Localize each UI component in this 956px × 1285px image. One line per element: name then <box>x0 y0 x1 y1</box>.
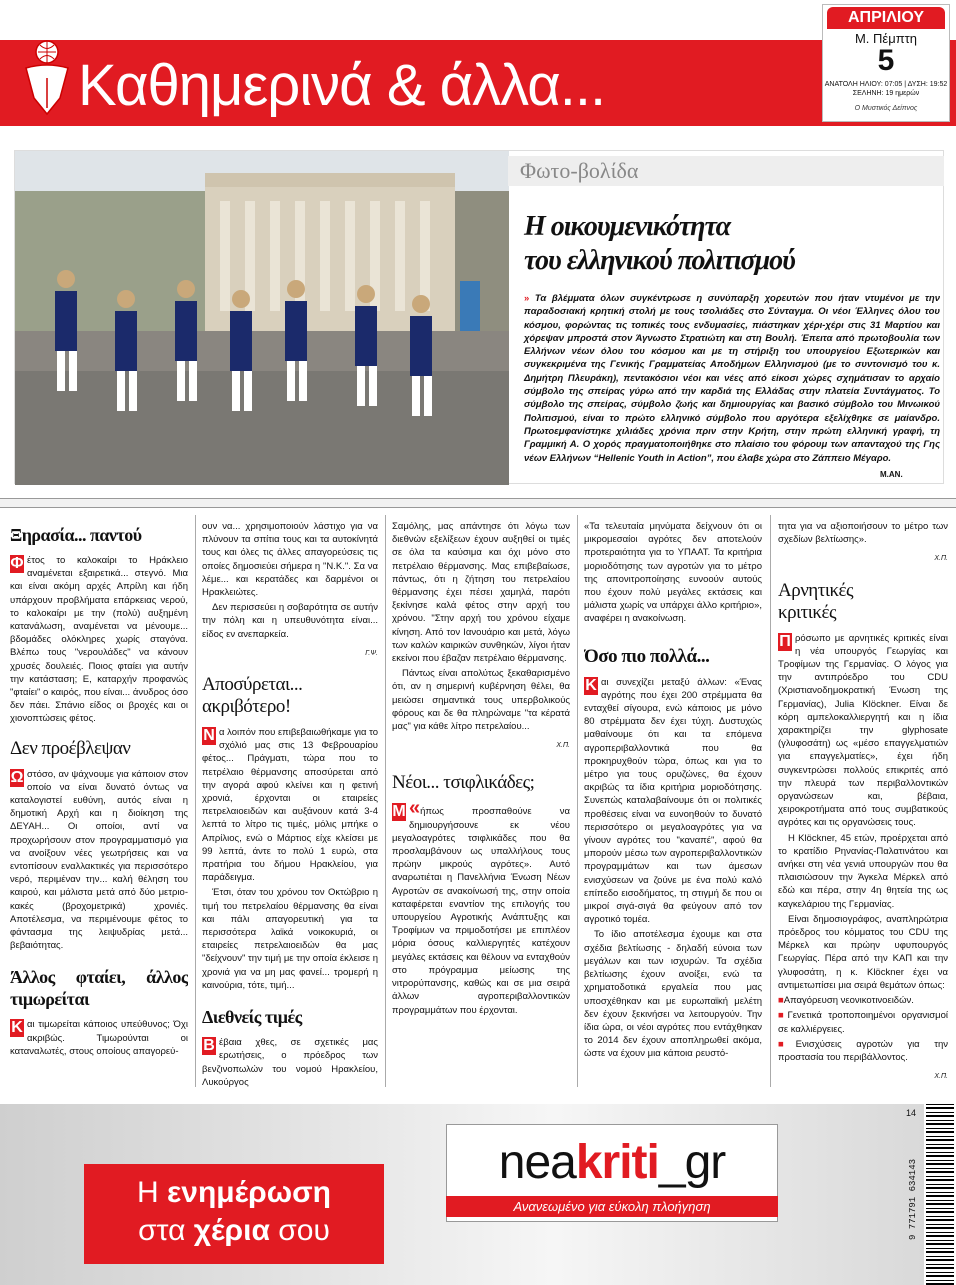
date-weekday: Μ. Πέμπτη <box>854 31 918 46</box>
article-paragraph: «Τα τελευταία μηνύματα δείχνουν ότι οι μικρομεσαίοι αγρότες δεν αποτελούν προτεραιότητα για το ΥΠΑΑΤ. Τα κριτήρια μοριοδότησης των αγροτών για το μέτρο της απονιτροποίησης ευνοούν αυτούς που έχουν πολύ μεγάλες εκτάσεις και μάλιστα χωρίς να υπάρχει άλλο κριτήριο», αναφέρει η ανακοίνωση. <box>584 521 762 625</box>
article-paragraph: ουν να... χρησιμοποιούν λάστιχο για να πλύνουν τα σπίτια τους και τα αυτοκίνητά τους και όλες τις άλλες απαγορεύσεις τις οποίες δημοσιεύει σήμερα η "Ν.Κ.". Σα να λέμε... και κερατάδες και δαρμένοι οι Ηρακλειώτες. <box>202 521 378 599</box>
column-divider <box>770 515 771 1087</box>
column-divider <box>385 515 386 1087</box>
article-heading: Ξηρασία... παντού <box>10 525 142 545</box>
saint-of-day: Ο Μυστικός Δείπνος <box>854 105 918 112</box>
bullet-item: ■Γενετικά τροποποιημένοι οργανισμοί σε καλλιέργειες. <box>778 1010 948 1035</box>
feature-headline-line2: του ελληνικού πολιτισμού <box>524 245 795 276</box>
ad-tagline-box <box>446 1190 778 1217</box>
drop-cap: Π <box>779 632 791 650</box>
article-paragraph: Β έβαια χθες, σε σχετικές μας ερωτήσεις, ο πρόεδρος των βενζινοπωλών του νομού Ηρακλείου, Λυκούργος <box>202 1037 378 1088</box>
moon-phase: ΣΕΛΗΝΗ: 19 ημερών <box>852 90 920 97</box>
barcode-number: 9 771791 634143 <box>908 1158 918 1240</box>
drop-cap: Β <box>203 1037 215 1055</box>
neakriti-advertisement[interactable] <box>0 1104 924 1285</box>
feature-body <box>524 292 940 465</box>
section-divider <box>0 498 956 508</box>
article-paragraph: Ν α λοιπόν που επιβεβαιωθήκαμε για το σχόλιό μας στις 13 Φεβρουαρίου φέτος... Πράγματι, τώρα που το πετρέλαιο θέρμανσης αποσύρεται από την αγορά αφού κλείνει και η φετινή χρονιά, έρχονται οι εταιρείες πετρελαιοειδών και αυξάνουν κατά 3-4 λεπτά το λίτρο τις τιμές, μόλις μπήκε ο Απρίλιος, ενώ ο Μάρτιος είχε κλείσει με 99 λεπτά, άντε το πολύ 1 ευρώ, στα πρατήρια του δήμου Ηρακλείου, για παράδειγμα. <box>202 727 378 884</box>
square-bullet-icon: ■ <box>778 1038 796 1050</box>
feature-signature: Μ.ΑΝ. <box>880 470 903 479</box>
header-top-strip <box>0 0 956 40</box>
article-paragraph: Η Klöckner, 45 ετών, προέρχεται από το κρατίδιο Ρηνανίας-Παλατινάτου και ανήκει στη νέα γενιά υπουργών που θα πλαισιώσουν την Άγκελα Μέρκελ από εδώ και πέρα, στην 4η θητεία της ως καγκελάριου της Γερμανίας. <box>778 832 948 910</box>
column-divider <box>577 515 578 1087</box>
ad-slogan-line2: στα χέρια σου <box>138 1214 330 1247</box>
drop-cap: Φ <box>10 555 24 572</box>
article-paragraph: Σαμόλης, μας απάντησε ότι λόγω των διεθνών εξελίξεων έχουν αυξηθεί οι τιμές σε όλα τα καύσιμα και όχι μόνο στο πετρέλαιο θέρμανσης. Μας επιβεβαίωσε, πάντως, ότι η ζήτηση του πετρελαίου θέρμανσης έχει πέσει χαμηλά, παρότι ξεκίνησε καλά φέτος στην αρχή του χρόνου. "Στην αρχή του χρόνου είχαμε κίνηση. Από τον Ιανουάριο και μετά, λόγω των καλών καιρικών συνθηκών, λίγοι ήταν εκείνοι που έβαζαν πετρέλαιο θέρμανσης. <box>392 521 570 665</box>
feature-headline <box>524 210 934 278</box>
article-heading: Αρνητικές κριτικές <box>778 579 854 623</box>
sunrise-sunset: ΑΝΑΤΟΛΗ ΗΛΙΟΥ: 07:05 | ΔΥΣΗ: 19:52 <box>824 81 948 88</box>
author-signature: Χ.Π. <box>934 1073 948 1081</box>
square-bullet-icon: ■ <box>778 1010 788 1022</box>
article-paragraph: Έτσι, όταν του χρόνου τον Οκτώβριο η τιμή του πετρελαίου θέρμανσης θα είναι και πάλι απαγορευτική για τα περισσότερα λαϊκά νοικοκυριά, οι εταιρείες πετρελαιοειδών θα μας "δείχνουν" την τιμή με την οποία έκλεισε η χρονιά για να μη μας φανεί... τρομερή η καινούρια, τότε, τιμή... <box>202 887 378 991</box>
feature-body-text: Τα βλέμματα όλων συγκέντρωσε η συνύπαρξη χορευτών που ήταν ντυμένοι με την παραδοσιακή κρητική στολή με τους τσολιάδες στο Σύνταγμα. Οι νέοι Έλληνες όλου του κόσμου, φορώντας τις τοπικές τους ενδυμασίες, πιάστηκαν χέρι-χέρι στις 31 Μαρτίου και χόρεψαν μπροστά στον Άγνωστο Στρατιώτη και στη Βουλή. Έπειτα από πρωτοβουλία των Ελλήνων νέων όλου του κόσμου και με τη στήριξη του υπουργείου Εξωτερικών και συγκεκριμένα της Γενικής Γραμματείας Αποδήμων Ελληνισμού (με το συντονισμό του κ. Δημήτρη Πλευράκη), πεντακόσιοι νέοι και νέες από είκοσι χώρες σχημάτισαν το αρχαίο σύμβολο της σπείρας γύρω από την καρδιά της Ελλάδας στην πλατεία Συντάγματος. Το σύμβολο της σπείρας, σύμβολο ζωής και δημιουργίας και βασικό σύμβολο του Μινωικού Πολιτισμού, είναι το πρώτο ελληνικό σύμβολο που αργότερα εξελίχθηκε σε μαίανδρο. Πρωτοεμφανίστηκε χιλιάδες χρόνια πριν στην Κρήτη, στην πρώτη ελληνική γραφή, τη Γραμμική Α. Ο χορός πραγματοποιήθηκε στο πλαίσιο του φόρουμ των απανταχού της Γης νέων Ελλήνων “Hellenic Youth in Action”, που έλαβε χώρα στο Ζάππειο Μέγαρο. <box>524 293 941 464</box>
author-signature: Γ.Ψ. <box>365 649 378 657</box>
ad-tagline: Ανανεωμένο για εύκολη πλοήγηση <box>446 1196 778 1217</box>
date-month: ΑΠΡΙΛΙΟΥ <box>827 7 945 29</box>
bullet-item: ■Ενισχύσεις αγροτών για την προστασία του περιβάλλοντος. <box>778 1038 948 1063</box>
brand-name: neakriti_gr <box>498 1136 726 1189</box>
article-paragraph: Φ έτος το καλοκαίρι το Ηράκλειο αναμένεται εξαιρετικά... στεγνό. Μια και είναι ακόμη αρχές Απρίλη και ήδη υπάρχουν προβλήματα επάρκειας νερού, το καλοκαίρι με την (πολύ) αυξημένη κατανάλωση, αναμένεται να μένουμε... βδομάδες ολόκληρες χωρίς σταγόνα. Βλέπω τους "νερουλάδες" να κάνουν χρυσές δουλειές. Ποιος φταίει για αυτήν την κατάσταση; Ε, καταρχήν προφανώς "φταίει" ο καιρός, που είναι... άνυδρος όσο δεν πάει. Σπάνιο είδος οι βροχές και οι χιονοπτώσεις φέτος. <box>10 555 188 725</box>
author-signature: Χ.Π. <box>934 555 948 563</box>
section-tag: Φωτο-βολίδα <box>508 156 944 186</box>
article-paragraph: « Μ ήπως προσπαθούνε να δημιουργήσουνε εκ νέου μεγαλοαγρότες τσιφλικάδες που θα προσλαμβάνουν ως υπαλλήλους τους πρώην μικρούς αγρότες». Αυτό αναρωτιέται η Πανελλήνια Ένωση Νέων Αγροτών σε ανακοίνωσή της, στην οποία καταφέρεται εναντίον της επιλογής του υπουργείου Αγροτικής Ανάπτυξης και Τροφίμων να πριμοδοτήσει με επιπλέον μόρια όσους καλλιεργητές κατέχουν μεγάλες εκτάσεις και θέλουν να ενταχθούν στο πρόγραμμα μείωσης της νιτρορύπανσης, καθώς και σε μια σειρά άλλων αγροπεριβαλλοντικών προγραμμάτων που έρχονται. <box>392 797 570 1016</box>
column-divider <box>195 515 196 1087</box>
article-heading: Διεθνείς τιμές <box>202 1007 302 1028</box>
date-day-number: 5 <box>877 44 895 77</box>
date-box <box>822 4 950 122</box>
article-heading: Δεν προέβλεψαν <box>10 737 131 759</box>
article-paragraph: Π ρόσωπο με αρνητικές κριτικές είναι η νέα υπουργός Γεωργίας και Τροφίμων της Γερμανίας. Ο λόγος για την αντιπρόεδρο του CDU (Χριστιανοδημοκρατική Ένωση της Γερμανίας), Julia Klöckner. Είναι δε κόρη αμπελοκαλλιεργητή και η ίδια χαρακτηρίζει την glyphosate (γλυφοσάτη) ως «μέσο επαγγελματιών για επαγγελματίες», έχει ήδη συγκεντρώσει πολλούς επικριτές από την πλευρά των περιβαλλοντικών οργανώσεων και, βέβαια, χειροκροτήματα από τους συμβατικούς αγρότες και τις οργανώσεις τους. <box>778 632 948 829</box>
author-signature: Χ.Π. <box>556 742 570 750</box>
article-paragraph: Κ αι συνεχίζει μεταξύ άλλων: «Ένας αγρότης που έχει 200 στρέμματα θα ενταχθεί σίγουρα, ενώ κάποιος με μόνο 80 στρέμματα δεν έχει τύχη. Δυστυχώς μαθαίνουμε ότι και τα επόμενα αγροπεριβαλλοντικά που θα προκηρυχθούν τώρα, όπως και για το μέτρο για τους ορυζώνες, θα έχουν ακριβώς τα ίδια κριτήρια μοριοδότησης. Συνεπώς καταλαβαίνουμε ότι οι πολιτικές προθέσεις είναι να ευνοηθούν το δυνατό περισσότερο οι μεγαλοαγρότες για να γίνουν αγρότες του "καναπέ", αφού θα μπορούν μέσω των αγροπεριβαλλοντικών προγραμμάτων και των άμεσων ενισχύσεων να ζούνε με ένα πολύ καλό επίπεδο εισοδήματος, τη στιγμή δε που οι μικροί σιγά-σιγά θα φεύγουν από τον αγροτικό τομέα. <box>584 676 762 926</box>
article-paragraph: Είναι δημοσιογράφος, αναπληρώτρια πρόεδρος του κόμματος του CDU της Μέρκελ και πρώην υφυπουργός Γεωργίας. Πέρα από την ΚΑΠ και την γλυφοσάτη, η κ. Klöckner έχει να αντιμετωπίσει μια σειρά θεμάτων όπως: <box>778 913 948 991</box>
article-heading: Αποσύρεται... ακριβότερο! <box>202 674 303 718</box>
column-1 <box>10 520 188 1090</box>
article-paragraph: Πάντως είναι απολύτως ξεκαθαρισμένο ότι, αν η σημερινή κυβέρνηση θέλει, θα μειώσει σημαντικά τους υπερβολικούς φόρους και δε θα πληρώναμε "τα κέρατά μας" για κάθε λίτρο πετρελαίου... <box>392 668 570 733</box>
ad-slogan-line1: Η ενημέρωση <box>137 1176 331 1209</box>
column-3 <box>392 520 570 1090</box>
article-paragraph: τητα για να αξιοποιήσουν το μέτρο των σχεδίων βελτίωσης». <box>778 521 948 546</box>
barcode <box>926 1104 954 1285</box>
article-paragraph: Κ αι τιμωρείται κάποιος υπεύθυνος; Όχι ακριβώς. Τιμωρούνται οι καταναλωτές, στους οποίους απαγορεύ- <box>10 1019 188 1057</box>
article-paragraph: Το ίδιο αποτέλεσμα έχουμε και στα σχέδια βελτίωσης - δηλαδή εύνοια των μεγάλων και των ισχυρών. Τα σχέδια βελτίωσης έχουν ανοίξει, ενώ τα χρηματοδοτικά εργαλεία που μας υποσχέθηκαν και με ευρωπαϊκή μελέτη δεν έχουν ξεκινήσει να λειτουργούν. Την ίδια ώρα, οι νέοι αγρότες που εντάχθηκαν το 2014 δεν έχουν αποπληρωθεί ακόμα, ώστε να έχουν μια κάποια ρευστό- <box>584 929 762 1060</box>
drop-cap: Κ <box>11 1019 23 1037</box>
article-heading: Όσο πιο πολλά... <box>584 645 710 667</box>
bullet-item: ■Απαγόρευση νεονικοτινοειδών. <box>778 995 914 1007</box>
column-4 <box>584 520 762 1090</box>
article-paragraph: Δεν περισσεύει η σοβαρότητα σε αυτήν την πόλη και η υπευθυνότητα είναι... είδος εν ανεπαρκεία. <box>202 602 378 640</box>
masthead-title: Καθημερινά & άλλα... <box>78 53 606 118</box>
drop-cap: Ω <box>10 768 24 786</box>
drop-cap: Ν <box>203 727 215 745</box>
article-heading: Άλλος φταίει, άλλος τιμωρείται <box>10 967 188 1010</box>
column-5 <box>778 520 948 1090</box>
pen-globe-logo-icon <box>18 38 76 116</box>
parliament-dancers-illustration <box>15 151 509 485</box>
drop-cap: Μ <box>392 803 406 821</box>
article-heading: Νέοι... τσιφλικάδες; <box>392 772 535 794</box>
article-paragraph: Ω στόσο, αν ψάχνουμε για κάποιον στον οποίο να είναι δυνατό όντως να καταλογιστεί ευθύνη, αυτός είναι η δημοτική Αρχή και η διοίκηση της ΔΕΥΑΗ... Οι οποίοι, αντί να προχωρήσουν στον προγραμματισμό για να ανοίξουν νέες γεωτρήσεις και να εντοπίσουν εναλλακτικές για περισσότερο νερό, περιμέναν την... καλή θέληση του καιρού, και μάλιστα μετά από δύο μετριο-κακές (βροχομετρικά) χρονιές. Αποτέλεσμα, να περιμένουμε φέτος το φάντασμα της λειψυδρίας μετά... βεβαιότητας. <box>10 768 188 952</box>
ad-slogan-box <box>84 1164 384 1264</box>
quote-mark-icon: « <box>409 797 421 820</box>
dancers-photo <box>15 151 509 485</box>
square-bullet-icon: ■ <box>778 995 784 1007</box>
page-number: 14 <box>906 1108 917 1118</box>
drop-cap: Κ <box>585 676 597 694</box>
feature-headline-line1: Η οικουμενικότητα <box>524 211 731 242</box>
double-arrow-icon: » <box>524 293 530 304</box>
column-2 <box>202 520 378 1090</box>
